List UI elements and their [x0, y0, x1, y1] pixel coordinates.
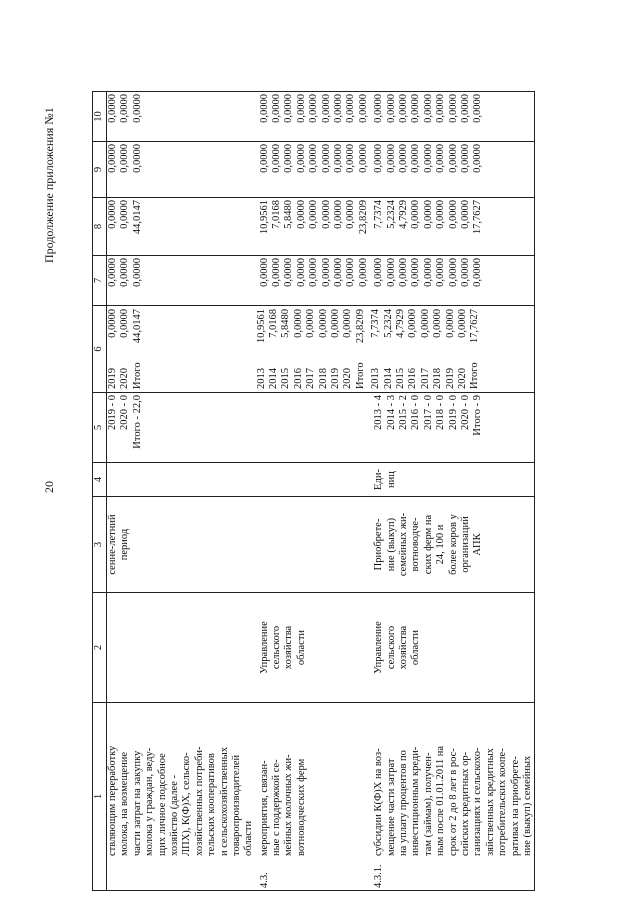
local-budget-cell-line: 0,0000: [410, 144, 422, 173]
regional-budget-cell: [107, 198, 256, 256]
other-sources-cell-line: 0,0000: [435, 94, 447, 123]
regional-budget-cell-line: 44,0147: [131, 200, 143, 235]
local-budget-cell-line: 0,0000: [373, 144, 385, 173]
indicator-value-cell-line: 2015 - 2: [397, 395, 409, 430]
local-budget-cell-line: 0,0000: [397, 144, 409, 173]
federal-budget-cell-line: 0,0000: [131, 258, 143, 287]
measure-name-line: [181, 705, 193, 888]
measure-name-line: [271, 705, 283, 888]
measure-text: ЛПХ), К(Ф)Х, сельско-: [181, 752, 193, 856]
indicator-value-cell-line: Итого - 9: [472, 395, 484, 436]
measure-text: щих личное подсобное: [156, 753, 168, 856]
measure-name-line: [485, 705, 497, 888]
measure-text: товаропроизводителей: [230, 754, 242, 856]
measure-name-line: [107, 705, 119, 888]
measure-name-line: [510, 705, 522, 888]
federal-budget-cell-line: 0,0000: [422, 258, 434, 287]
year-total-cell: [256, 306, 371, 393]
federal-budget-cell-line: 0,0000: [357, 258, 369, 287]
total-value: 0,0000: [407, 309, 419, 338]
total-value: 10,9561: [255, 309, 267, 344]
other-sources-cell-line: 0,0000: [333, 94, 345, 123]
measure-text: ствляющим переработку: [107, 745, 118, 856]
measure-name-line: [169, 705, 181, 888]
measure-text: сийских кредитных ор-: [459, 751, 471, 856]
indicator-cell-line: период: [119, 528, 131, 561]
indicator-cell-line: Приобрете-: [373, 518, 385, 571]
local-budget-cell-line: 0,0000: [119, 144, 131, 173]
regional-budget-cell-line: 5,8480: [283, 200, 295, 229]
local-budget-cell-line: 0,0000: [422, 144, 434, 173]
total-value: 0,0000: [292, 309, 304, 338]
regional-budget-cell-line: 17,7627: [472, 200, 484, 235]
total-value: 0,0000: [342, 309, 354, 338]
federal-budget-cell-line: 0,0000: [459, 258, 471, 287]
measure-name-line: [423, 705, 435, 888]
local-budget-cell-line: 0,0000: [435, 144, 447, 173]
federal-budget-cell-line: 0,0000: [295, 258, 307, 287]
header-cell: 6: [93, 306, 107, 393]
year-label: 2018: [432, 368, 444, 389]
regional-budget-cell-line: 0,0000: [422, 200, 434, 229]
regional-budget-cell-line: 0,0000: [435, 200, 447, 229]
year-label: 2015: [280, 368, 292, 389]
indicator-value-cell-line: Итого - 22,0: [131, 395, 143, 449]
unit-cell: [256, 463, 371, 497]
measure-text: ративах на приобрете-: [509, 756, 521, 856]
measure-text: срок от 2 до 8 лет в рос-: [447, 748, 459, 856]
measure-name-cell: [370, 703, 535, 891]
measure-name-line: [373, 705, 385, 888]
federal-budget-cell-line: 0,0000: [107, 258, 118, 287]
executor-cell: [370, 593, 535, 703]
measure-name-line: [435, 705, 447, 888]
measure-name-line: [194, 705, 206, 888]
year-label: 2016: [292, 368, 304, 389]
indicator-value-cell-line: 2018 - 0: [435, 395, 447, 430]
executor-cell: [107, 593, 256, 703]
page-number: 20: [42, 481, 56, 493]
local-budget-cell-line: 0,0000: [107, 144, 118, 173]
total-value: 0,0000: [317, 309, 329, 338]
executor-cell-line: Управление: [258, 621, 270, 674]
measure-name-line: [144, 705, 156, 888]
other-sources-cell-line: 0,0000: [447, 94, 459, 123]
year-label: 2019: [330, 368, 342, 389]
measure-text: зяйственных кредитных: [484, 748, 496, 856]
federal-budget-cell-line: 0,0000: [119, 258, 131, 287]
measure-text: мейных молочных жи-: [283, 754, 295, 856]
header-row: [93, 92, 107, 891]
measure-name-line: [206, 705, 218, 888]
other-sources-cell-line: 0,0000: [258, 94, 270, 123]
measure-name-line: [157, 705, 169, 888]
federal-budget-cell-line: 0,0000: [345, 258, 357, 287]
other-sources-cell-line: 0,0000: [271, 94, 283, 123]
header-cell: 4: [93, 463, 107, 497]
regional-budget-cell: [370, 198, 535, 256]
local-budget-cell-line: 0,0000: [308, 144, 320, 173]
regional-budget-cell-line: 0,0000: [345, 200, 357, 229]
local-budget-cell-line: 0,0000: [447, 144, 459, 173]
indicator-value-cell: [107, 393, 256, 463]
measure-text: молока, на возмещение: [119, 751, 131, 856]
measure-text: потребительских коопе-: [497, 748, 509, 856]
total-value: 0,0000: [432, 309, 444, 338]
regional-budget-cell: [256, 198, 371, 256]
executor-cell-line: хозяйства: [283, 625, 295, 670]
measure-text: хозяйственных потреби-: [193, 746, 205, 856]
measure-name-line: [398, 705, 410, 888]
regional-budget-cell-line: 10,9561: [258, 200, 270, 235]
total-value: 7,7374: [370, 309, 382, 338]
indicator-cell-line: сенне-летний: [107, 514, 118, 575]
regional-budget-cell-line: 0,0000: [107, 200, 118, 229]
regional-budget-cell-line: 0,0000: [320, 200, 332, 229]
other-sources-cell-line: 0,0000: [459, 94, 471, 123]
header-cell: 9: [93, 142, 107, 198]
measure-name-line: [497, 705, 509, 888]
year-label: 2014: [382, 368, 394, 389]
local-budget-cell-line: 0,0000: [357, 144, 369, 173]
local-budget-cell-line: 0,0000: [459, 144, 471, 173]
regional-budget-cell-line: 0,0000: [447, 200, 459, 229]
year-label: 2013: [370, 368, 382, 389]
measure-name-line: [522, 705, 534, 888]
other-sources-cell-line: 0,0000: [283, 94, 295, 123]
measure-name-line: [472, 705, 484, 888]
measure-name-line: [283, 705, 295, 888]
measure-name-line: [296, 705, 308, 888]
measure-name-line: [410, 705, 422, 888]
header-cell: 2: [93, 593, 107, 703]
federal-budget-cell-line: 0,0000: [320, 258, 332, 287]
unit-cell: [370, 463, 535, 497]
regional-budget-cell-line: 5,2324: [385, 200, 397, 229]
header-cell: 8: [93, 198, 107, 256]
local-budget-cell-line: 0,0000: [258, 144, 270, 173]
local-budget-cell-line: 0,0000: [320, 144, 332, 173]
measure-text: части затрат на закупку: [131, 750, 143, 856]
local-budget-cell-line: 0,0000: [283, 144, 295, 173]
indicator-cell: [370, 497, 535, 593]
row-4-3: [256, 92, 371, 891]
header-cell: 10: [93, 92, 107, 142]
measure-text: инвестиционным креди-: [410, 746, 422, 856]
regional-budget-cell-line: 0,0000: [119, 200, 131, 229]
header-cell: 5: [93, 393, 107, 463]
unit-cell-line: ниц: [385, 471, 397, 488]
measure-id: 4.3.1.: [373, 864, 385, 888]
other-sources-cell-line: 0,0000: [385, 94, 397, 123]
measure-text: там (займам), получен-: [422, 752, 434, 856]
indicator-value-cell-line: 2013 - 4: [373, 395, 385, 430]
other-sources-cell-line: 0,0000: [295, 94, 307, 123]
indicator-value-cell: [256, 393, 371, 463]
unit-cell: [107, 463, 256, 497]
year-label: Итого: [354, 362, 366, 389]
measure-name-line: [119, 705, 131, 888]
federal-budget-cell: [256, 256, 371, 306]
continuation-title: Продолжение приложения №1: [42, 107, 56, 263]
other-sources-cell-line: 0,0000: [373, 94, 385, 123]
year-label: 2019: [444, 368, 456, 389]
measure-text: области: [243, 820, 255, 856]
indicator-value-cell: [370, 393, 535, 463]
regional-budget-cell-line: 4,7929: [397, 200, 409, 229]
regional-budget-cell-line: 7,0168: [271, 200, 283, 229]
federal-budget-cell: [107, 256, 256, 306]
local-budget-cell-line: 0,0000: [131, 144, 143, 173]
other-sources-cell-line: 0,0000: [131, 94, 143, 123]
other-sources-cell-line: 0,0000: [320, 94, 332, 123]
total-value: 4,7929: [394, 309, 406, 338]
year-label: 2013: [255, 368, 267, 389]
other-sources-cell-line: 0,0000: [422, 94, 434, 123]
indicator-cell-line: ние (выкуп): [385, 517, 397, 572]
other-sources-cell-line: 0,0000: [107, 94, 118, 123]
indicator-cell-line: АПК: [472, 533, 484, 556]
measure-name-line: [132, 705, 144, 888]
indicator-value-cell-line: 2019 - 0: [107, 395, 118, 430]
measure-text: на уплату процентов по: [397, 750, 409, 856]
indicator-value-cell-line: 2017 - 0: [422, 395, 434, 430]
executor-cell-line: области: [410, 629, 422, 666]
federal-budget-cell-line: 0,0000: [435, 258, 447, 287]
measure-name-line: [386, 705, 398, 888]
total-value: 17,7627: [469, 309, 481, 344]
other-sources-cell-line: 0,0000: [357, 94, 369, 123]
indicator-cell-line: вотноводче-: [410, 517, 422, 572]
year-total-cell: [107, 306, 256, 393]
row-continuation: [107, 92, 256, 891]
indicator-cell-line: более коров у: [447, 514, 459, 575]
measure-text: молока у граждан, веду-: [144, 747, 156, 856]
measure-text: субсидии К(Ф)Х на воз-: [373, 748, 385, 856]
measure-name-line: [219, 705, 231, 888]
header-cell: 7: [93, 256, 107, 306]
measure-id: 4.3.: [258, 872, 270, 888]
total-value: 0,0000: [456, 309, 468, 338]
measure-name-cell: [256, 703, 371, 891]
year-label: 2020: [342, 368, 354, 389]
total-value: 5,8480: [280, 309, 292, 338]
total-value: 0,0000: [444, 309, 456, 338]
measure-text: ние (выкуп) семейных: [521, 755, 533, 856]
regional-budget-cell-line: 7,7374: [373, 200, 385, 229]
year-label: 2018: [317, 368, 329, 389]
indicator-value-cell-line: 2016 - 0: [410, 395, 422, 430]
year-label: 2017: [305, 368, 317, 389]
other-sources-cell-line: 0,0000: [472, 94, 484, 123]
indicator-cell-line: семейных жи-: [397, 512, 409, 577]
total-value: 44,0147: [131, 309, 143, 344]
local-budget-cell-line: 0,0000: [271, 144, 283, 173]
federal-budget-cell-line: 0,0000: [283, 258, 295, 287]
year-label: 2019: [107, 368, 118, 389]
indicator-value-cell-line: 2019 - 0: [447, 395, 459, 430]
local-budget-cell-line: 0,0000: [345, 144, 357, 173]
other-sources-cell-line: 0,0000: [308, 94, 320, 123]
executor-cell: [256, 593, 371, 703]
measure-name-line: [460, 705, 472, 888]
measure-name-line: [243, 705, 255, 888]
unit-cell-line: Еди-: [373, 469, 385, 490]
local-budget-cell: [256, 142, 371, 198]
local-budget-cell: [107, 142, 256, 198]
other-sources-cell-line: 0,0000: [410, 94, 422, 123]
measure-text: мещение части затрат: [385, 758, 397, 856]
local-budget-cell: [370, 142, 535, 198]
indicator-cell-line: 24, 100 и: [435, 524, 447, 565]
regional-budget-cell-line: 0,0000: [295, 200, 307, 229]
year-total-cell: [370, 306, 535, 393]
other-sources-cell: [107, 92, 256, 142]
local-budget-cell-line: 0,0000: [295, 144, 307, 173]
indicator-cell: [256, 497, 371, 593]
measure-text: мероприятия, связан-: [258, 760, 270, 856]
executor-cell-line: хозяйства: [397, 625, 409, 670]
measure-name-line: [259, 705, 271, 888]
federal-budget-cell-line: 0,0000: [472, 258, 484, 287]
regional-budget-cell-line: 23,8209: [357, 200, 369, 235]
row-4-3-1: [370, 92, 535, 891]
other-sources-cell-line: 0,0000: [119, 94, 131, 123]
measure-name-line: [448, 705, 460, 888]
federal-budget-cell-line: 0,0000: [258, 258, 270, 287]
total-value: 0,0000: [419, 309, 431, 338]
indicator-cell-line: организаций: [459, 516, 471, 573]
federal-budget-cell-line: 0,0000: [373, 258, 385, 287]
measure-text: хозяйство (далее -: [168, 775, 180, 856]
year-label: 2020: [119, 368, 131, 389]
other-sources-cell: [256, 92, 371, 142]
regional-budget-cell-line: 0,0000: [459, 200, 471, 229]
total-value: 23,8209: [354, 309, 366, 344]
federal-budget-cell-line: 0,0000: [308, 258, 320, 287]
other-sources-cell: [370, 92, 535, 142]
year-label: 2016: [407, 368, 419, 389]
local-budget-cell-line: 0,0000: [333, 144, 345, 173]
federal-budget-cell-line: 0,0000: [271, 258, 283, 287]
measure-text: ганизациях и сельскохо-: [472, 747, 484, 856]
indicator-value-cell-line: 2014 - 3: [385, 395, 397, 430]
federal-budget-cell: [370, 256, 535, 306]
federal-budget-cell-line: 0,0000: [385, 258, 397, 287]
measure-text: тельских кооперативов: [206, 753, 218, 856]
year-label: 2020: [456, 368, 468, 389]
indicator-cell-line: ских ферм на: [422, 514, 434, 575]
header-cell: 3: [93, 497, 107, 593]
header-cell: 1: [93, 703, 107, 891]
executor-cell-line: сельского: [385, 625, 397, 670]
executor-cell-line: области: [295, 629, 307, 666]
year-label: 2015: [394, 368, 406, 389]
measure-text: ным после 01.01.2011 на: [435, 745, 447, 856]
measures-table: [92, 91, 535, 891]
total-value: 0,0000: [330, 309, 342, 338]
measure-text: вотноводческих ферм: [295, 758, 307, 856]
total-value: 7,0168: [268, 309, 280, 338]
local-budget-cell-line: 0,0000: [385, 144, 397, 173]
total-value: 0,0000: [119, 309, 131, 338]
measure-name-cell: [107, 703, 256, 891]
federal-budget-cell-line: 0,0000: [397, 258, 409, 287]
indicator-cell: [107, 497, 256, 593]
federal-budget-cell-line: 0,0000: [410, 258, 422, 287]
year-label: 2017: [419, 368, 431, 389]
other-sources-cell-line: 0,0000: [345, 94, 357, 123]
year-label: Итого: [469, 362, 481, 389]
indicator-value-cell-line: 2020 - 0: [119, 395, 131, 430]
measure-text: ные с поддержкой се-: [271, 759, 283, 856]
regional-budget-cell-line: 0,0000: [410, 200, 422, 229]
total-value: 5,2324: [382, 309, 394, 338]
year-label: Итого: [131, 362, 143, 389]
measure-text: и сельскохозяйственных: [218, 747, 230, 856]
regional-budget-cell-line: 0,0000: [308, 200, 320, 229]
total-value: 0,0000: [305, 309, 317, 338]
local-budget-cell-line: 0,0000: [472, 144, 484, 173]
year-label: 2014: [268, 368, 280, 389]
executor-cell-line: Управление: [373, 621, 385, 674]
measure-name-line: [231, 705, 243, 888]
regional-budget-cell-line: 0,0000: [333, 200, 345, 229]
total-value: 0,0000: [107, 309, 118, 338]
federal-budget-cell-line: 0,0000: [447, 258, 459, 287]
executor-cell-line: сельского: [271, 625, 283, 670]
indicator-value-cell-line: 2020 - 0: [459, 395, 471, 430]
federal-budget-cell-line: 0,0000: [333, 258, 345, 287]
other-sources-cell-line: 0,0000: [397, 94, 409, 123]
